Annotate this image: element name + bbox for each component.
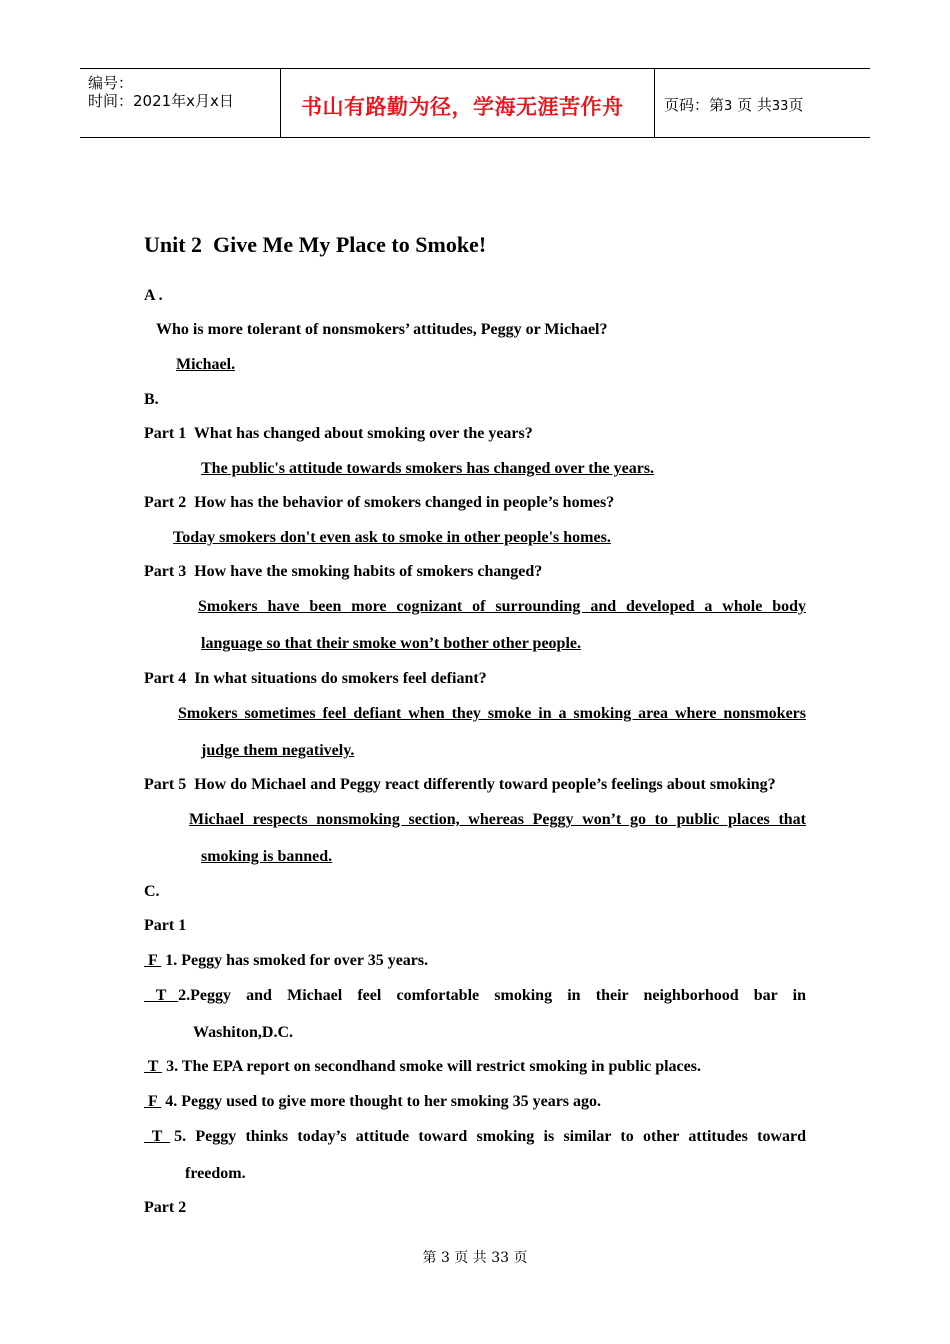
unit-title: Unit 2 Give Me My Place to Smoke! <box>144 232 487 257</box>
part2-question: Part 2 How has the behavior of smokers changed in people’s homes? <box>144 494 615 511</box>
tf-item-1 <box>144 951 428 971</box>
part4-answer-line1: Smokers sometimes feel defiant when they smoke in a smoking area where nonsmokers <box>178 705 806 722</box>
document-number-label: 编号： <box>88 74 134 92</box>
header-motto: 书山有路勤为径，学海无涯苦作舟 <box>301 95 624 119</box>
tf-item-5 <box>144 1127 806 1147</box>
part1-question: Part 1 What has changed about smoking over the years? <box>144 425 533 442</box>
section-a-answer: Michael. <box>176 356 236 373</box>
header-page-number: 页码：第3 页 共33页 <box>664 96 804 114</box>
part3-answer-line1: Smokers have been more cognizant of surrounding and developed a whole body <box>198 598 806 615</box>
tf-item-4 <box>144 1092 601 1112</box>
header-motto-cell <box>281 69 655 137</box>
tf-mark: T <box>144 1058 163 1075</box>
part3-question: Part 3 How have the smoking habits of smokers changed? <box>144 563 543 580</box>
section-a-label: A . <box>144 287 163 304</box>
tf-statement: 1. Peggy has smoked for over 35 years. <box>161 952 429 969</box>
part5-answer-line2: smoking is banned. <box>201 848 333 865</box>
tf-statement: 4. Peggy used to give more thought to her smoking 35 years ago. <box>161 1093 602 1110</box>
part5-answer-line1: Michael respects nonsmoking section, whereas Peggy won’t go to public places that <box>189 811 806 828</box>
part1-answer: The public's attitude towards smokers has changed over the years. <box>201 460 655 477</box>
tf-mark: T <box>144 987 179 1004</box>
part2-answer: Today smokers don't even ask to smoke in other people's homes. <box>173 529 611 546</box>
document-date: 时间：2021年x月x日 <box>88 92 234 110</box>
part3-answer-line2: language so that their smoke won’t bother other people. <box>201 635 581 652</box>
part4-answer-line2: judge them negatively. <box>201 742 355 759</box>
section-c-part1-label: Part 1 <box>144 917 187 934</box>
tf-item-3 <box>144 1057 701 1077</box>
section-c-part2-label: Part 2 <box>144 1199 187 1216</box>
tf-statement-line2: Washiton,D.C. <box>193 1024 294 1041</box>
section-b-label: B. <box>144 391 159 408</box>
part4-question: Part 4 In what situations do smokers feel defiant? <box>144 670 487 687</box>
tf-statement-line1: 2.Peggy and Michael feel comfortable smoking in their neighborhood bar in <box>178 987 806 1004</box>
section-a-question: Who is more tolerant of nonsmokers’ attitudes, Peggy or Michael? <box>156 321 608 338</box>
section-c-label: C. <box>144 883 160 900</box>
tf-mark: F <box>144 1093 162 1110</box>
header-info-cell <box>80 69 281 137</box>
part5-question: Part 5 How do Michael and Peggy react differently toward people’s feelings about smoking? <box>144 776 776 793</box>
tf-statement: 3. The EPA report on secondhand smoke will restrict smoking in public places. <box>162 1058 701 1075</box>
tf-statement-line2: freedom. <box>185 1165 246 1182</box>
tf-mark: F <box>144 952 162 969</box>
tf-mark: T <box>144 1128 171 1145</box>
header-page-cell <box>655 69 870 137</box>
tf-item-2 <box>144 986 806 1006</box>
page-footer: 第 3 页 共 33 页 <box>422 1250 528 1266</box>
page-header <box>80 68 870 138</box>
tf-statement-line1: 5. Peggy thinks today’s attitude toward smoking is similar to other attitudes toward <box>174 1128 806 1145</box>
